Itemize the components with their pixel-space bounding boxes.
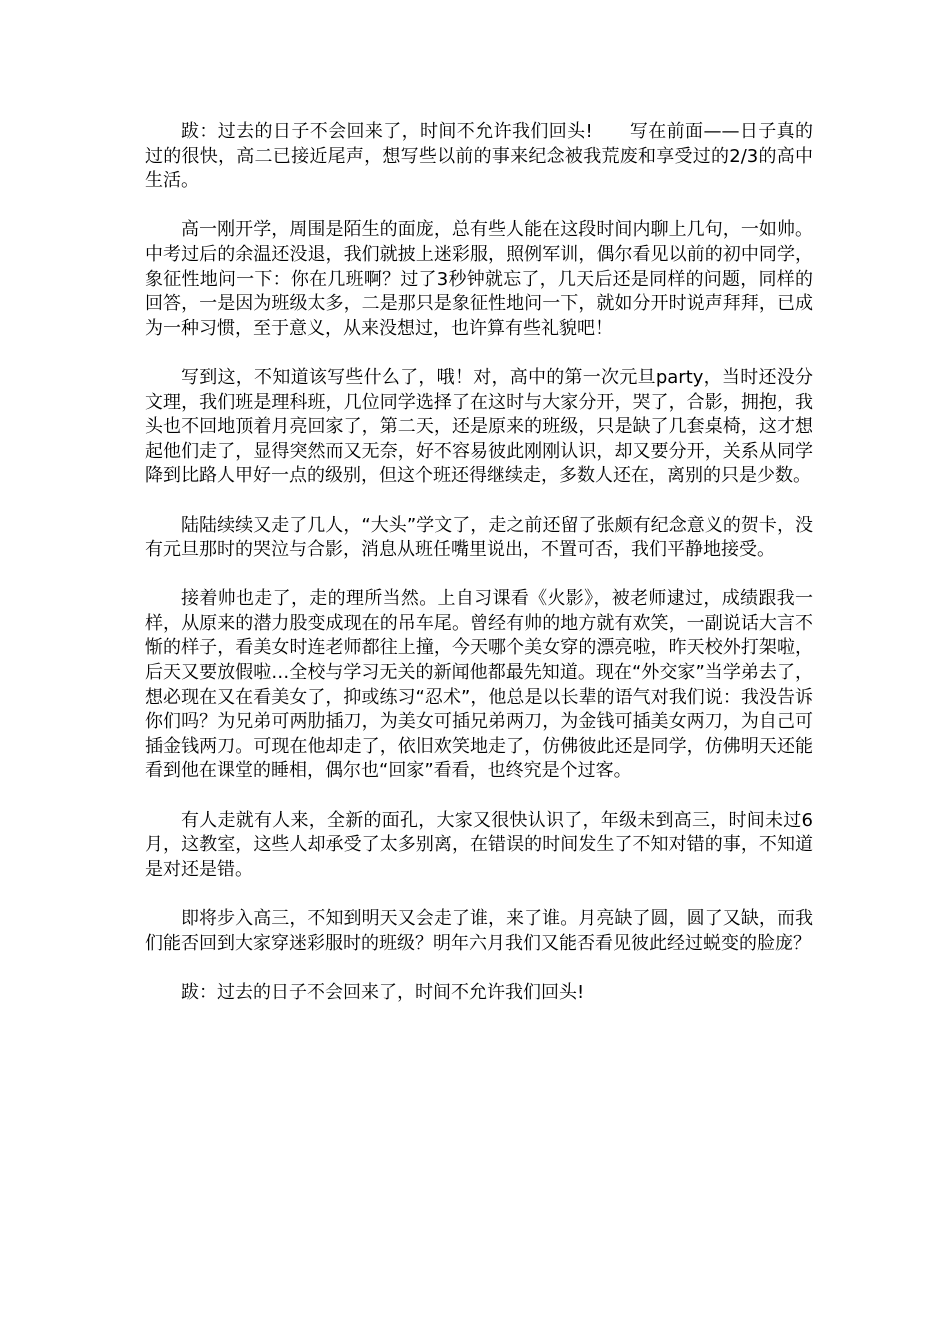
paragraph-shuai: 接着帅也走了，走的理所当然。上自习课看《火影》，被老师逮过，成绩跟我一样，从原来的潜力股变成现在的吊车尾。曾经有帅的地方就有欢笑，一副说话大言不惭的样子，看美女时连老师都往上撞，今天哪个美女穿的漂亮啦，昨天校外打架啦，后天又要放假啦…全校与学习无关的新闻他都最先知道。现在“外交家”当学弟去了，想必现在又在看美女了，抑或练习“忍术”，他总是以长辈的语气对我们说：我没告诉你们吗？为兄弟可两肋插刀，为美女可插兄弟两刀，为金钱可插美女两刀，为自己可插金钱两刀。可现在他却走了，依旧欢笑地走了，仿佛彼此还是同学，仿佛明天还能看到他在课堂的睡相，偶尔也“回家”看看，也终究是个过客。 [145, 588, 813, 782]
document-body [145, 120, 813, 1030]
paragraph-intro: 跋：过去的日子不会回来了，时间不允许我们回头! 写在前面——日子真的过的很快，高二已接近尾声，想写些以前的事来纪念被我荒废和享受过的2/3的高中生活。 [145, 121, 813, 192]
paragraph-epilogue: 跋：过去的日子不会回来了，时间不允许我们回头! [181, 981, 585, 1003]
paragraph-new-year-party: 写到这，不知道该写些什么了，哦！对，高中的第一次元旦party，当时还没分文理，我们班是理科班，几位同学选择了在这时与大家分开，哭了，合影，拥抱，我头也不回地顶着月亮回家了，第二天，还是原来的班级，只是缺了几套桌椅，这才想起他们走了，显得突然而又无奈，好不容易彼此刚刚认识，却又要分开，关系从同学降到比路人甲好一点的级别，但这个班还得继续走，多数人还在，离别的只是少数。 [145, 366, 813, 487]
paragraph-freshman: 高一刚开学，周围是陌生的面庞，总有些人能在这段时间内聊上几句，一如帅。中考过后的余温还没退，我们就披上迷彩服，照例军训，偶尔看见以前的初中同学，象征性地问一下：你在几班啊？过了3秒钟就忘了，几天后还是同样的问题，同样的回答，一是因为班级太多，二是那只是象征性地问一下，就如分开时说声拜拜，已成为一种习惯，至于意义，从来没想过，也许算有些礼貌吧！ [145, 219, 813, 339]
paragraph-senior-year: 即将步入高三，不知到明天又会走了谁，来了谁。月亮缺了圆，圆了又缺，而我们能否回到大家穿迷彩服时的班级？明年六月我们又能否看见彼此经过蜕变的脸庞？ [145, 908, 813, 954]
paragraph-datou: 陆陆续续又走了几人，“大头”学文了，走之前还留了张颇有纪念意义的贺卡，没有元旦那时的哭泣与合影，消息从班任嘴里说出，不置可否，我们平静地接受。 [145, 514, 813, 561]
paragraph-new-faces: 有人走就有人来，全新的面孔，大家又很快认识了，年级未到高三，时间未过6月，这教室，这些人却承受了太多别离，在错误的时间发生了不知对错的事，不知道是对还是错。 [145, 809, 813, 880]
